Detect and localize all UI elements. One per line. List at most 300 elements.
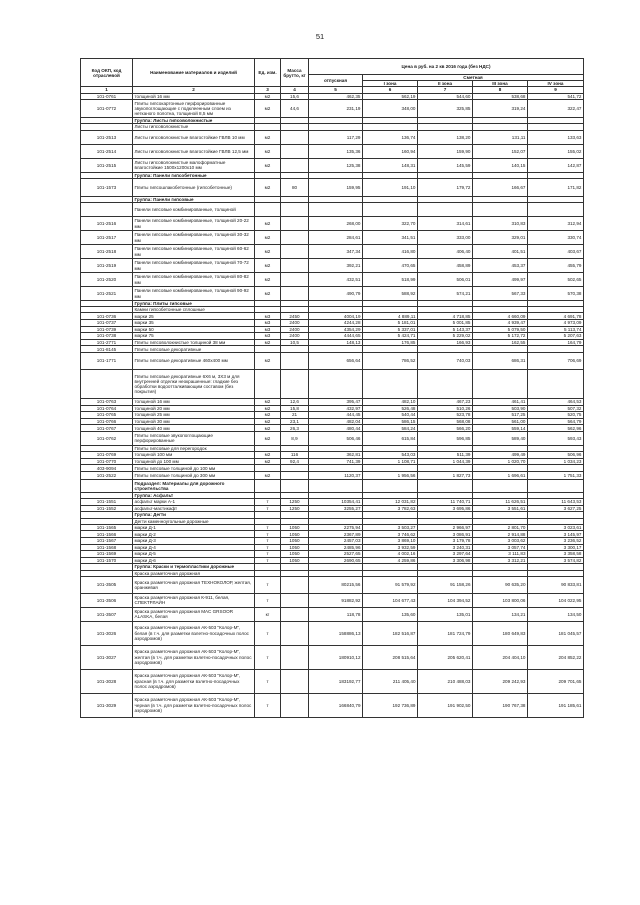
price-zone-3-cell: 2 801,70 xyxy=(473,524,528,531)
price-zone-1-cell: 3 746,62 xyxy=(363,531,418,538)
price-release-cell: 347,34 xyxy=(309,245,363,259)
price-zone-2-cell: 5 001,85 xyxy=(418,320,473,327)
table-row xyxy=(81,259,584,273)
price-zone-2-cell: 205 620,41 xyxy=(418,645,473,669)
price-zone-4-cell: 3 236,52 xyxy=(528,537,584,544)
price-zone-2-cell: 566,20 xyxy=(418,425,473,432)
name-cell: марки 35 xyxy=(133,320,255,327)
price-zone-1-cell: 4 889,11 xyxy=(363,313,418,320)
name-cell: Краска разметочная дорожная МАС GRSOOR ALASKA, белая xyxy=(133,607,255,621)
price-zone-2-cell: 458,89 xyxy=(418,259,473,273)
name-cell: Плиты гипсовые толщиной до 100 мм xyxy=(133,465,255,472)
price-zone-1-cell: 91 579,92 xyxy=(363,576,418,593)
price-zone-4-cell: 507,32 xyxy=(528,405,584,412)
price-zone-1-cell: 12 031,82 xyxy=(363,499,418,506)
mass-cell: 92,4 xyxy=(281,458,309,465)
subgroup-heading: Камни гипсобетонные сплошные xyxy=(133,307,255,313)
price-zone-3-cell: 517,25 xyxy=(473,412,528,419)
price-zone-2-cell: 3 297,64 xyxy=(418,551,473,558)
table-row xyxy=(81,333,584,340)
code-cell: 101-0769 xyxy=(81,452,133,459)
mass-cell: 1250 xyxy=(281,499,309,506)
code-cell: 101-1570 xyxy=(81,557,133,564)
unit-cell: т xyxy=(255,524,281,531)
price-zone-2-cell: 181 724,79 xyxy=(418,621,473,645)
empty-cell xyxy=(309,203,363,217)
unit-cell: м2 xyxy=(255,352,281,369)
price-zone-2-cell: 145,59 xyxy=(418,158,473,172)
mass-cell xyxy=(281,245,309,259)
price-zone-4-cell: 191 185,61 xyxy=(528,693,584,717)
price-zone-1-cell: 1 956,56 xyxy=(363,471,418,479)
price-zone-4-cell: 104 022,95 xyxy=(528,593,584,607)
price-zone-3-cell: 589,40 xyxy=(473,431,528,445)
unit-cell: т xyxy=(255,551,281,558)
price-zone-4-cell: 3 300,17 xyxy=(528,544,584,551)
price-zone-1-cell: 3 782,63 xyxy=(363,505,418,512)
price-zone-2-cell: 510,26 xyxy=(418,405,473,412)
mass-cell xyxy=(281,465,309,472)
unit-cell: м2 xyxy=(255,398,281,405)
empty-cell xyxy=(528,369,584,398)
price-zone-2-cell: 135,01 xyxy=(418,607,473,621)
price-release-cell: 362,81 xyxy=(309,452,363,459)
empty-cell xyxy=(473,369,528,398)
price-release-cell: 2457,03 xyxy=(309,537,363,544)
mass-cell xyxy=(281,259,309,273)
name-cell: Краска разметочная дорожная АК-503 "Колор-М", красная (в т.ч. для разметки взлетно-посадочных полос аэродромов) xyxy=(133,669,255,693)
price-zone-1-cell: 208 515,64 xyxy=(363,645,418,669)
code-cell: 101-2522 xyxy=(81,471,133,479)
name-cell: толщиной 16 мм xyxy=(133,93,255,100)
price-release-cell: 166840,79 xyxy=(309,693,363,717)
header-estimate-price: Сметная xyxy=(363,75,584,81)
price-table-wrapper xyxy=(80,58,583,718)
subgroup-heading: Краска разметочная дорожная xyxy=(133,570,255,576)
name-cell: Плиты гипсовые толщиной до 300 мм xyxy=(133,471,255,479)
price-release-cell: 284,61 xyxy=(309,231,363,245)
price-zone-3-cell: 561,00 xyxy=(473,418,528,425)
mass-cell: 2400 xyxy=(281,320,309,327)
price-release-cell: 490,79 xyxy=(309,287,363,301)
name-cell: марки 50 xyxy=(133,326,255,333)
price-release-cell: 125,38 xyxy=(309,158,363,172)
price-zone-2-cell: 166,93 xyxy=(418,339,473,346)
mass-cell xyxy=(281,287,309,301)
unit-cell: м2 xyxy=(255,245,281,259)
price-zone-3-cell: 329,01 xyxy=(473,231,528,245)
empty-cell xyxy=(528,203,584,217)
price-zone-1-cell: 4 002,16 xyxy=(363,551,418,558)
empty-cell xyxy=(473,479,528,492)
table-row xyxy=(81,537,584,544)
code-cell: 101-0736 xyxy=(81,313,133,320)
table-row xyxy=(81,287,584,301)
price-release-cell: 2527,65 xyxy=(309,551,363,558)
price-zone-2-cell: 325,85 xyxy=(418,100,473,118)
price-zone-2-cell: 467,23 xyxy=(418,398,473,405)
price-zone-4-cell: 1 034,23 xyxy=(528,458,584,465)
code-cell: 101-0765 xyxy=(81,412,133,419)
price-table xyxy=(80,58,584,718)
price-release-cell: 159,95 xyxy=(309,178,363,196)
unit-cell: м2 xyxy=(255,471,281,479)
mass-cell xyxy=(281,471,309,479)
price-zone-4-cell: 4 973,09 xyxy=(528,320,584,327)
price-zone-1-cell: 5 424,71 xyxy=(363,333,418,340)
price-zone-3-cell: 5 172,72 xyxy=(473,333,528,340)
code-cell: 101-2520 xyxy=(81,273,133,287)
header-mass: Масса брутто, кг xyxy=(281,59,309,87)
name-cell: Плиты гипсокартонные перфорированные звукопоглощающие с подклеенным слоем из нетканого полотна, толщиной 8,5 мм xyxy=(133,100,255,118)
price-zone-2-cell: 596,85 xyxy=(418,431,473,445)
price-zone-1-cell: 543,03 xyxy=(363,452,418,459)
price-zone-2-cell: 3 086,91 xyxy=(418,531,473,538)
name-cell: толщиной 40 мм xyxy=(133,425,255,432)
table-row xyxy=(81,352,584,369)
price-zone-1-cell: 341,51 xyxy=(363,231,418,245)
price-release-cell: 1120,37 xyxy=(309,471,363,479)
unit-cell: м2 xyxy=(255,412,281,419)
price-zone-4-cell: 155,02 xyxy=(528,144,584,158)
code-cell: 101-3506 xyxy=(81,593,133,607)
price-release-cell: 4244,28 xyxy=(309,320,363,327)
price-release-cell: 10354,41 xyxy=(309,499,363,506)
mass-cell: 1050 xyxy=(281,537,309,544)
unit-cell: т xyxy=(255,557,281,564)
name-cell: Листы гипсоволокнистые влагостойкие ГВЛВ 12,5 мм xyxy=(133,144,255,158)
empty-cell xyxy=(363,479,418,492)
name-cell: толщиной 100 мм xyxy=(133,452,255,459)
mass-cell: 21 xyxy=(281,412,309,419)
name-cell: Листы гипсоволокнистые влагостойкие ГВЛВ 10 мм xyxy=(133,130,255,144)
column-index: 6 xyxy=(363,87,418,93)
name-cell: марки Д-6 xyxy=(133,557,255,564)
price-zone-3-cell: 567,33 xyxy=(473,287,528,301)
code-cell: 101-1573 xyxy=(81,178,133,196)
price-zone-1-cell: 518,99 xyxy=(363,273,418,287)
name-cell: толщиной 25 мм xyxy=(133,412,255,419)
code-cell: 101-3029 xyxy=(81,693,133,717)
price-zone-4-cell: 5 113,74 xyxy=(528,326,584,333)
code-cell: 101-1566 xyxy=(81,531,133,538)
column-index: 1 xyxy=(81,87,133,93)
name-cell: Листы гипсоволокнистые малоформатные влагостойкие 1500х1200х10 мм xyxy=(133,158,255,172)
mass-cell: 1050 xyxy=(281,524,309,531)
mass-cell: 23,1 xyxy=(281,418,309,425)
price-release-cell: 2485,96 xyxy=(309,544,363,551)
price-zone-4-cell xyxy=(528,346,584,353)
code-cell: 101-3505 xyxy=(81,576,133,593)
price-zone-1-cell: 182 516,87 xyxy=(363,621,418,645)
price-release-cell: 117,29 xyxy=(309,130,363,144)
header-code: Код ОКП, код отраслевой xyxy=(81,59,133,87)
price-zone-2-cell: 179,72 xyxy=(418,178,473,196)
table-row xyxy=(81,398,584,405)
price-zone-4-cell: 564,79 xyxy=(528,418,584,425)
table-row xyxy=(81,465,584,472)
mass-cell xyxy=(281,130,309,144)
price-zone-4-cell: 593,43 xyxy=(528,431,584,445)
price-zone-1-cell: 540,44 xyxy=(363,412,418,419)
price-zone-2-cell: 104 394,52 xyxy=(418,593,473,607)
price-zone-3-cell: 90 635,20 xyxy=(473,576,528,593)
price-zone-3-cell: 162,55 xyxy=(473,339,528,346)
price-zone-1-cell: 3 932,59 xyxy=(363,544,418,551)
unit-cell: м2 xyxy=(255,287,281,301)
price-zone-4-cell: 11 643,53 xyxy=(528,499,584,506)
price-zone-3-cell: 1 020,70 xyxy=(473,458,528,465)
name-cell: Краска разметочная дорожная АК-503 "Колор-М", желтая (в т.ч. для разметки взлетно-посадочных полос аэродромов) xyxy=(133,645,255,669)
subgroup-heading-row xyxy=(81,203,584,217)
price-zone-2-cell: 4 718,85 xyxy=(418,313,473,320)
price-release-cell: 3255,27 xyxy=(309,505,363,512)
price-zone-1-cell: 470,65 xyxy=(363,259,418,273)
table-row xyxy=(81,418,584,425)
price-zone-2-cell: 91 158,26 xyxy=(418,576,473,593)
code-cell: 101-2516 xyxy=(81,217,133,231)
code-cell: 101-2771 xyxy=(81,339,133,346)
price-zone-3-cell: 3 312,21 xyxy=(473,557,528,564)
price-zone-4-cell: 506,96 xyxy=(528,452,584,459)
unit-cell: м2 xyxy=(255,418,281,425)
price-zone-3-cell: 3 111,83 xyxy=(473,551,528,558)
group-heading: Группа: Панели гипсовые xyxy=(133,196,255,202)
name-cell: Плиты гипсошлакобетонные (гипсобетонные) xyxy=(133,178,255,196)
subgroup-heading: Плиты гипсовые для перегородок xyxy=(133,445,255,451)
table-row xyxy=(81,693,584,717)
price-zone-3-cell xyxy=(473,346,528,353)
table-row xyxy=(81,544,584,551)
mass-cell xyxy=(281,607,309,621)
table-row xyxy=(81,669,584,693)
price-zone-1-cell: 1 108,71 xyxy=(363,458,418,465)
name-cell: марки 75 xyxy=(133,333,255,340)
price-zone-1-cell: 192 736,89 xyxy=(363,693,418,717)
price-zone-4-cell: 209 701,65 xyxy=(528,669,584,693)
unit-cell: т xyxy=(255,576,281,593)
price-zone-2-cell: 138,20 xyxy=(418,130,473,144)
price-zone-3-cell: 4 939,47 xyxy=(473,320,528,327)
name-cell: марки Д-2 xyxy=(133,531,255,538)
code-cell: 101-3507 xyxy=(81,607,133,621)
mass-cell: 15,8 xyxy=(281,405,309,412)
unit-cell: т xyxy=(255,537,281,544)
mass-cell xyxy=(281,693,309,717)
price-zone-4-cell: 570,38 xyxy=(528,287,584,301)
code-cell: 101-0763 xyxy=(81,398,133,405)
name-cell: Панели гипсовые комбинированные, толщиной 70-72 мм xyxy=(133,259,255,273)
price-zone-4-cell: 3 358,58 xyxy=(528,551,584,558)
code-cell: 101-1771 xyxy=(81,352,133,369)
mass-cell: 12,6 xyxy=(281,398,309,405)
code-cell: 101-2514 xyxy=(81,144,133,158)
group-heading: Группа: Листы гипсоволокнистые xyxy=(133,118,255,124)
table-row xyxy=(81,452,584,459)
price-zone-2-cell: 406,40 xyxy=(418,245,473,259)
price-zone-1-cell: 176,85 xyxy=(363,339,418,346)
name-cell: толщиной 20 мм xyxy=(133,405,255,412)
price-zone-4-cell: 403,67 xyxy=(528,245,584,259)
price-zone-3-cell: 204 404,10 xyxy=(473,645,528,669)
price-release-cell xyxy=(309,346,363,353)
price-zone-2-cell: 544,60 xyxy=(418,93,473,100)
mass-cell xyxy=(281,231,309,245)
price-zone-4-cell: 133,63 xyxy=(528,130,584,144)
unit-cell: м2 xyxy=(255,178,281,196)
unit-cell: т xyxy=(255,621,281,645)
unit-cell: м3 xyxy=(255,326,281,333)
price-zone-4-cell: 4 691,78 xyxy=(528,313,584,320)
price-zone-1-cell: 148,31 xyxy=(363,158,418,172)
price-release-cell: 432,51 xyxy=(309,273,363,287)
price-zone-2-cell: 1 044,39 xyxy=(418,458,473,465)
price-zone-4-cell: 5 207,63 xyxy=(528,333,584,340)
table-row xyxy=(81,231,584,245)
price-zone-2-cell: 511,39 xyxy=(418,452,473,459)
mass-cell: 1250 xyxy=(281,505,309,512)
group-heading: Группа: Плиты гипсовые xyxy=(133,301,255,307)
unit-cell: т xyxy=(255,544,281,551)
unit-cell: м3 xyxy=(255,333,281,340)
price-zone-3-cell: 453,37 xyxy=(473,259,528,273)
price-zone-3-cell: 4 660,09 xyxy=(473,313,528,320)
price-zone-3-cell: 503,90 xyxy=(473,405,528,412)
code-cell: 101-3028 xyxy=(81,669,133,693)
table-row xyxy=(81,100,584,118)
price-zone-2-cell: 333,00 xyxy=(418,231,473,245)
price-zone-1-cell: 562,19 xyxy=(363,93,418,100)
price-zone-2-cell xyxy=(418,346,473,353)
price-zone-4-cell: 134,50 xyxy=(528,607,584,621)
price-release-cell: 2275,94 xyxy=(309,524,363,531)
empty-cell xyxy=(309,369,363,398)
table-row xyxy=(81,524,584,531)
price-zone-2-cell: 506,01 xyxy=(418,273,473,287)
price-zone-1-cell: 136,74 xyxy=(363,130,418,144)
name-cell: марки Д-3 xyxy=(133,537,255,544)
code-cell: 101-0737 xyxy=(81,320,133,327)
price-zone-4-cell: 541,72 xyxy=(528,93,584,100)
mass-cell xyxy=(281,346,309,353)
code-cell: 101-0770 xyxy=(81,458,133,465)
price-zone-3-cell: 1 696,61 xyxy=(473,471,528,479)
price-zone-1-cell: 416,80 xyxy=(363,245,418,259)
price-release-cell: 444,45 xyxy=(309,412,363,419)
name-cell: Панели гипсовые комбинированные, толщиной 30-32 мм xyxy=(133,231,255,245)
price-zone-3-cell: 209 242,93 xyxy=(473,669,528,693)
code-cell: 101-2519 xyxy=(81,259,133,273)
price-release-cell: 183192,77 xyxy=(309,669,363,693)
unit-cell: м2 xyxy=(255,339,281,346)
name-cell: Краска разметочная дорожная ТЕХНОКОЛОР, желтая, оранжевая xyxy=(133,576,255,593)
code-cell: 101-0738 xyxy=(81,333,133,340)
unit-cell: м2 xyxy=(255,158,281,172)
price-zone-3-cell: 11 626,51 xyxy=(473,499,528,506)
group-heading: Группа: Панели гипсобетонные xyxy=(133,172,255,178)
mass-cell xyxy=(281,273,309,287)
price-zone-2-cell: 1 827,73 xyxy=(418,471,473,479)
column-index: 9 xyxy=(528,87,584,93)
price-release-cell: 656,64 xyxy=(309,352,363,369)
empty-code-cell xyxy=(81,369,133,398)
price-zone-3-cell: 686,31 xyxy=(473,352,528,369)
unit-cell: м2 xyxy=(255,273,281,287)
mass-cell: 2400 xyxy=(281,333,309,340)
code-cell: 101-0766 xyxy=(81,418,133,425)
code-cell: 101-2518 xyxy=(81,245,133,259)
table-row xyxy=(81,576,584,593)
mass-cell xyxy=(281,576,309,593)
price-release-cell: 480,44 xyxy=(309,425,363,432)
price-release-cell: 482,04 xyxy=(309,418,363,425)
name-cell: Краска разметочная дорожная К-911, белая, СПЕКТРЛАЙН xyxy=(133,593,255,607)
price-zone-4-cell: 455,79 xyxy=(528,259,584,273)
header-zone-4: IV зона xyxy=(528,81,584,87)
price-zone-1-cell: 786,52 xyxy=(363,352,418,369)
price-zone-4-cell: 164,79 xyxy=(528,339,584,346)
price-release-cell: 2367,89 xyxy=(309,531,363,538)
table-row xyxy=(81,158,584,172)
code-cell: 101-0764 xyxy=(81,405,133,412)
code-cell: 101-1569 xyxy=(81,551,133,558)
mass-cell: 1050 xyxy=(281,551,309,558)
price-zone-3-cell: 180 649,83 xyxy=(473,621,528,645)
mass-cell: 1050 xyxy=(281,544,309,551)
price-zone-4-cell xyxy=(528,465,584,472)
unit-cell xyxy=(255,346,281,353)
header-zone-3: III зона xyxy=(473,81,528,87)
unit-cell: м2 xyxy=(255,93,281,100)
unit-cell: м2 xyxy=(255,217,281,231)
table-row xyxy=(81,557,584,564)
unit-cell xyxy=(255,465,281,472)
price-zone-4-cell: 3 145,97 xyxy=(528,531,584,538)
price-zone-4-cell: 3 023,61 xyxy=(528,524,584,531)
empty-cell xyxy=(363,203,418,217)
price-zone-4-cell: 322,47 xyxy=(528,100,584,118)
code-cell: 101-0739 xyxy=(81,326,133,333)
price-zone-2-cell: 191 902,50 xyxy=(418,693,473,717)
price-zone-4-cell: 706,69 xyxy=(528,352,584,369)
price-zone-1-cell: 160,94 xyxy=(363,144,418,158)
price-zone-4-cell: 90 833,81 xyxy=(528,576,584,593)
name-cell: Плиты гипсовые звукопоглощающие перфорированные xyxy=(133,431,255,445)
price-zone-4-cell: 562,96 xyxy=(528,425,584,432)
unit-cell: т xyxy=(255,505,281,512)
price-release-cell: 148,13 xyxy=(309,339,363,346)
price-zone-2-cell: 5 143,37 xyxy=(418,326,473,333)
group-heading: Подраздел: Материалы для дорожного строительства xyxy=(133,479,255,492)
table-row xyxy=(81,621,584,645)
table-row xyxy=(81,431,584,445)
header-release-price: отпускная xyxy=(309,75,363,87)
mass-cell: 2400 xyxy=(281,326,309,333)
subgroup-heading: Плиты гипсовые декоративные 6Х6 м, 3Х3 м для внутренней отделки неокрашенные: гладкие без обработки водоотталкивающим составом (без покрытия) xyxy=(133,369,255,398)
price-zone-1-cell: 135,60 xyxy=(363,607,418,621)
price-zone-4-cell: 330,74 xyxy=(528,231,584,245)
price-zone-4-cell: 502,65 xyxy=(528,273,584,287)
mass-cell xyxy=(281,158,309,172)
price-zone-1-cell xyxy=(363,465,418,472)
code-cell: 101-0761 xyxy=(81,93,133,100)
price-zone-1-cell: 482,10 xyxy=(363,398,418,405)
column-index: 4 xyxy=(281,87,309,93)
price-release-cell: 462,35 xyxy=(309,93,363,100)
price-zone-3-cell: 2 914,88 xyxy=(473,531,528,538)
price-zone-2-cell: 523,78 xyxy=(418,412,473,419)
price-zone-3-cell: 538,68 xyxy=(473,93,528,100)
